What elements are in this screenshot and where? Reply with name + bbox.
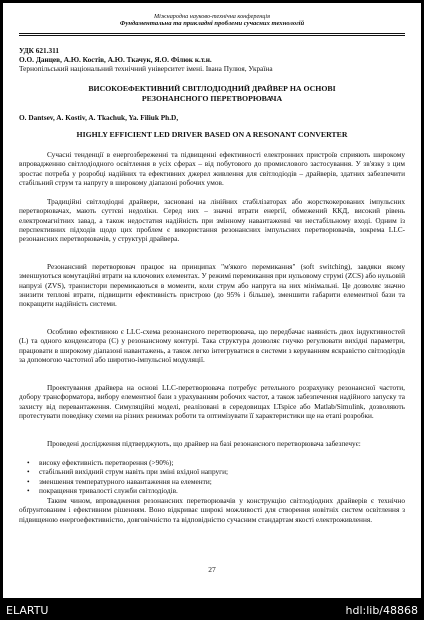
conference-title: Фундаментальна та прикладні проблеми сучасних технологій — [119, 20, 305, 27]
paragraph-results: Проведені дослідження підтверджують, що драйвер на базі резонансного перетворювача забезпечує: — [47, 439, 361, 448]
list-item: • високу ефективність перетворення (>90%); — [19, 458, 405, 467]
paragraph-intro: Сучасні тенденції в енергозбереженні та підвищенні ефективності електронних пристроїв сприяють широкому впровадженню світлодіодного освітлення в усіх сферах – від побутового до промислового застосування. У зв'язку з цим зростає потреба у розробці надійних та ефективних джерел живлення для світлодіодів – драйверів, здатних забезпечити стабільний струм та напругу в широкому діапазоні робочих умов. — [19, 150, 405, 187]
header-rule — [19, 33, 405, 34]
paragraph-llc: Особливо ефективною є LLC-схема резонансного перетворювача, що передбачає наявність двох індуктивностей (L) та одного конденсатора (C) у резонансному контурі. Така структура дозволяє гнучко регулювати вихідні параметри, працювати в широкому діапазоні навантажень, а також легко інтегруватися в системи з керуванням яскравістю світлодіодів за допомогою частотної або широтно-імпульсної модуляції. — [19, 327, 405, 364]
list-item: • покращення тривалості служби світлодіодів. — [19, 486, 405, 495]
header-rule-secondary — [19, 35, 405, 36]
paragraph-design: Проектування драйвера на основі LLC-перетворювача потребує ретельного розрахунку резонансної частоти, добору трансформатора, вибору елементної бази з урахуванням робочих частот, а також забезпечення надійного запуску та захисту від перевантаження. Симуляційні моделі, реалізовані в середовищах LTspice або Matlab/Simulink, дозволяють протестувати поведінку схеми на різних режимах роботи та оптимізувати її характеристики ще на етапі розробки. — [19, 383, 405, 420]
title-en: HIGHLY EFFICIENT LED DRIVER BASED ON A RESONANT CONVERTER — [76, 130, 348, 139]
conference-name: Міжнародна науково-технічна конференція — [154, 13, 270, 20]
results-list — [19, 458, 405, 495]
paragraph-traditional: Традиційні світлодіодні драйвери, засновані на лінійних стабілізаторах або жорсткокерованих імпульсних перетворювачах, мають суттєві недоліки. Серед них – значні втрати енергії, обмежений ККД, високий рівень електромагнітних завад, а також недостатня надійність при змінному навантаженні чи нестабільному вході. Одним із перспективних підходів щодо цих проблем є використання резонансних імпульсних перетворювачів, зокрема LLC-резонансних перетворювачів, у структурі драйвера. — [19, 197, 405, 244]
handle-id: hdl:lib/48868 — [345, 604, 418, 617]
authors-en: O. Dantsev, A. Kostiv, A. Tkachuk, Ya. Filiuk Ph.D, — [19, 113, 179, 122]
authors-ua: О.О. Данцев, А.Ю. Костів, А.Ю. Ткачук, Я.О. Філюк к.т.н. — [19, 55, 212, 64]
running-header — [19, 13, 405, 28]
list-item: • зменшення температурного навантаження на елементи; — [19, 477, 405, 486]
footer-bar — [0, 601, 424, 620]
paragraph-conclusion: Таким чином, впровадження резонансних перетворювачів у конструкцію світлодіодних драйверів є технічно обґрунтованим і ефективним рішенням. Воно відкриває широкі можливості для створення новітніх систем освітлення з підвищеною енергоефективністю, довговічністю та відповідністю сучасним стандартам якості електроживлення. — [19, 496, 405, 524]
affiliation: Тернопільський національний технічний університет імені. Івана Пулюя, Україна — [19, 64, 273, 73]
repository-name: ELARTU — [6, 604, 49, 617]
list-item: • стабільний вихідний струм навіть при зміні вхідної напруги; — [19, 467, 405, 476]
paragraph-soft-switching: Резонансний перетворювач працює на принципах "м'якого перемикання" (soft switching), завдяки якому зменшуються комутаційні втрати на ключових елементах. У режимі перемикання при нульовому струмі (ZCS) або нульовій напрузі (ZVS), транзистори перемикаються в моменти, коли струм або напруга на них мінімальні. Це дозволяє значно знизити теплові втрати, підвищити ефективність пристрою (до 95% і більше), зменшити габарити елементної бази та покращити надійність системи. — [19, 262, 405, 309]
page-number: 27 — [208, 565, 216, 574]
document-page — [3, 3, 421, 598]
title-ua-line2: РЕЗОНАНСНОГО ПЕРЕТВОРЮВАЧА — [141, 94, 283, 103]
udc-code: УДК 621.311 — [19, 46, 60, 55]
title-ua-line1: ВИСОКОЕФЕКТИВНИЙ СВІТЛОДІОДНИЙ ДРАЙВЕР НА ОСНОВІ — [88, 84, 336, 93]
